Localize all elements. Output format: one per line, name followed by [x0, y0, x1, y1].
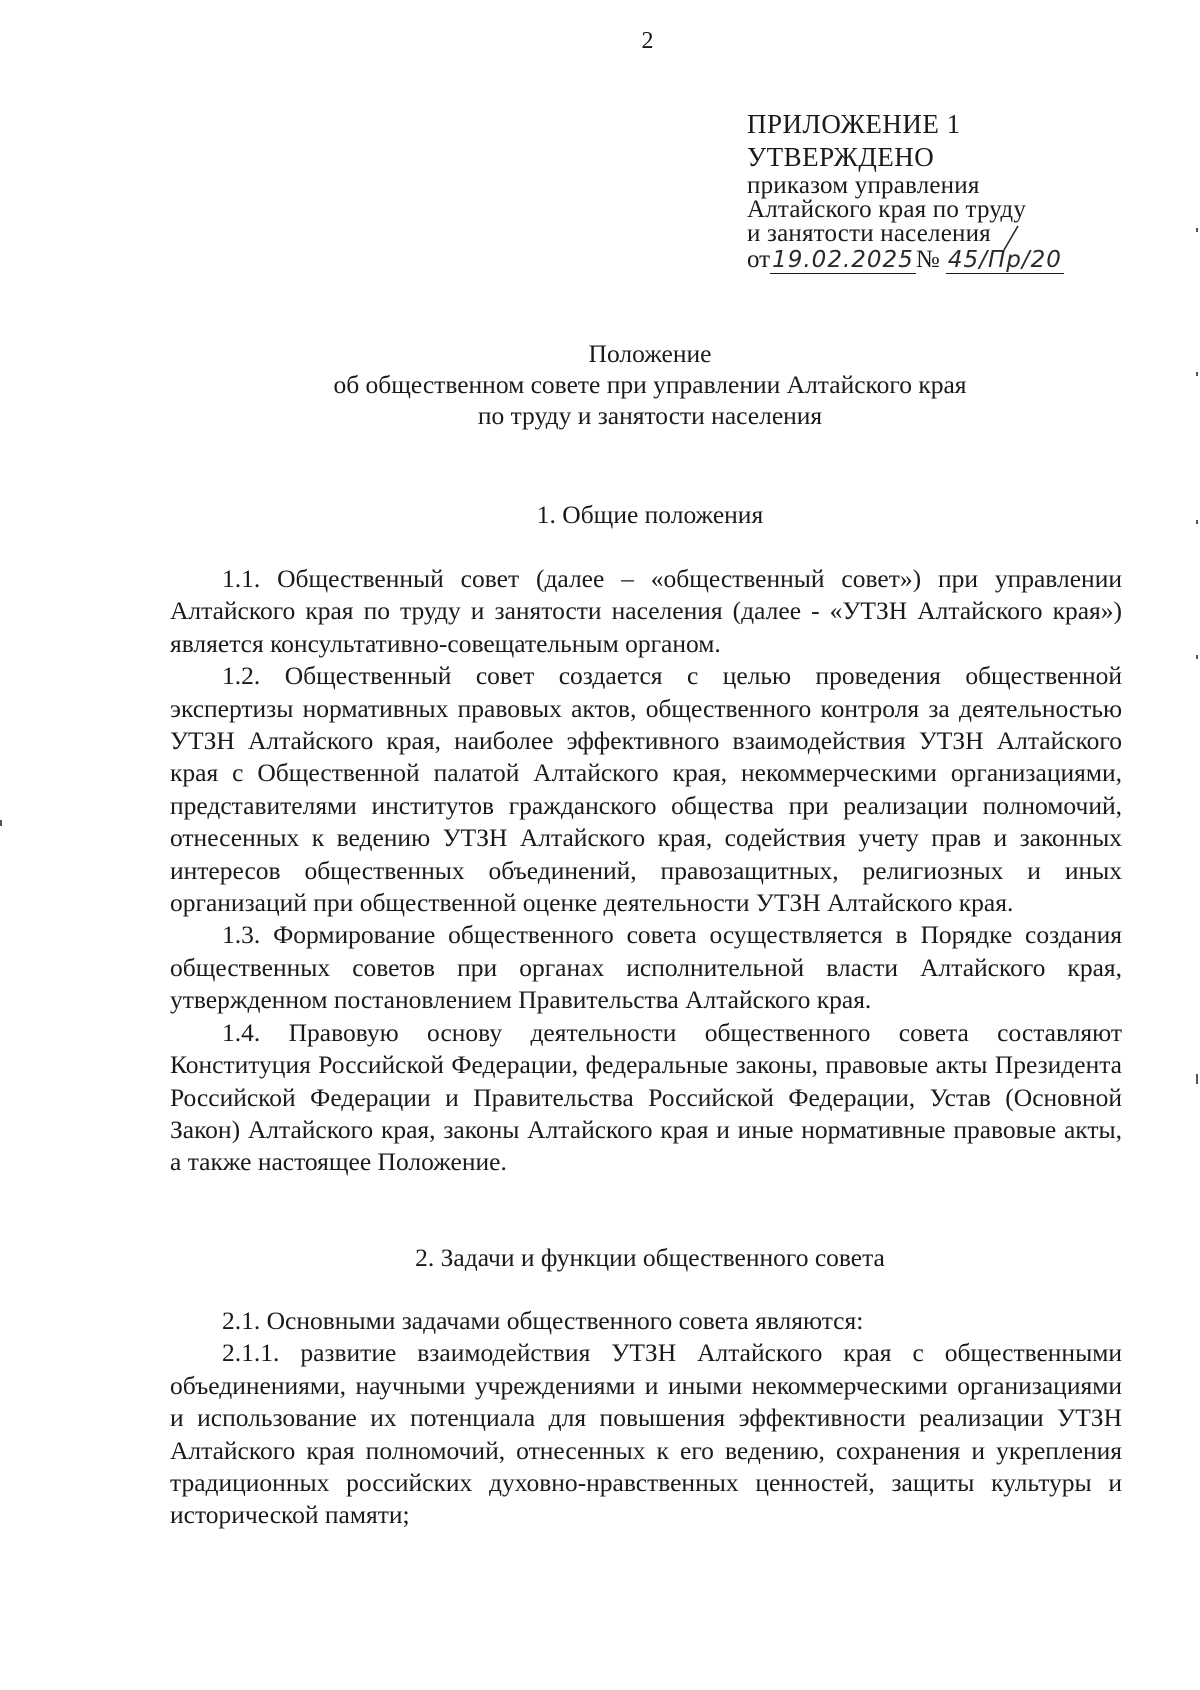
title-line-3: по труду и занятости населения — [477, 401, 823, 430]
order-line-1: приказом управления — [747, 172, 980, 199]
section-1-body — [170, 563, 1122, 1179]
paragraph-2-1: 2.1. Основными задачами общественного совета являются: — [222, 1306, 864, 1335]
page-number: 2 — [641, 28, 654, 54]
scan-speck — [1196, 372, 1198, 376]
document-title — [170, 338, 1130, 431]
paragraph-1-4: 1.4. Правовую основу деятельности общественного совета составляют Конституция Российской Федерации, федеральные законы, правовые акты Президента Российской Федерации и Правительства Российской Федерации, Устав (Основной Закон) Алтайского края, законы Алтайского края и иные нормативные правовые акты, а также настоящее Положение. — [170, 1017, 1122, 1177]
handwritten-date: 19.02.2025 — [772, 247, 914, 273]
order-date-number — [747, 246, 1167, 274]
title-line-1: Положение — [588, 339, 712, 368]
approved-label: УТВЕРЖДЕНО — [747, 142, 935, 172]
scan-speck — [1196, 655, 1198, 659]
scan-speck — [0, 820, 2, 826]
order-line-3: и занятости населения — [747, 220, 991, 247]
approval-block — [747, 108, 1167, 274]
paragraph-1-1: 1.1. Общественный совет (далее – «общественный совет») при управлении Алтайского края по труду и занятости населения (далее - «УТЗН Алтайского края») является консультативно-совещательным органом. — [170, 564, 1122, 658]
date-prefix: от — [747, 246, 771, 273]
appendix-label: ПРИЛОЖЕНИЕ 1 — [747, 109, 961, 139]
section-1-heading: 1. Общие положения — [536, 500, 764, 529]
section-2-body — [170, 1305, 1122, 1532]
scan-speck — [1196, 520, 1198, 524]
section-2-heading: 2. Задачи и функции общественного совета — [415, 1243, 885, 1272]
scan-speck — [1196, 1074, 1198, 1084]
scan-speck — [1196, 228, 1198, 232]
paragraph-1-2: 1.2. Общественный совет создается с целью проведения общественной экспертизы нормативных правовых актов, общественного контроля за деятельностью УТЗН Алтайского края, наиболее эффективного взаимодействия УТЗН Алтайского края с Общественной палатой Алтайского края, некоммерческими организациями, представителями институтов гражданского общества при реализации полномочий, отнесенных к ведению УТЗН Алтайского края, содействия учету прав и законных интересов общественных объединений, правозащитных, религиозных и иных организаций при общественной оценке деятельности УТЗН Алтайского края. — [170, 661, 1122, 918]
order-line-2: Алтайского края по труду — [747, 196, 1027, 223]
pen-stroke-mark — [1002, 224, 1022, 252]
paragraph-2-1-1: 2.1.1. развитие взаимодействия УТЗН Алтайского края с общественными объединениями, научными учреждениями и иными некоммерческими организациями и использование их потенциала для повышения эффективности реализации УТЗН Алтайского края полномочий, отнесенных к его ведению, сохранения и укрепления традиционных российских духовно-нравственных ценностей, защиты культуры и исторической памяти; — [170, 1338, 1122, 1530]
number-prefix: № — [915, 246, 940, 273]
title-line-2: об общественном совете при управлении Алтайского края — [333, 370, 967, 399]
handwritten-number: 45/Пр/20 — [947, 247, 1062, 273]
paragraph-1-3: 1.3. Формирование общественного совета осуществляется в Порядке создания общественных советов при органах исполнительной власти Алтайского края, утвержденном постановлением Правительства Алтайского края. — [170, 920, 1122, 1015]
